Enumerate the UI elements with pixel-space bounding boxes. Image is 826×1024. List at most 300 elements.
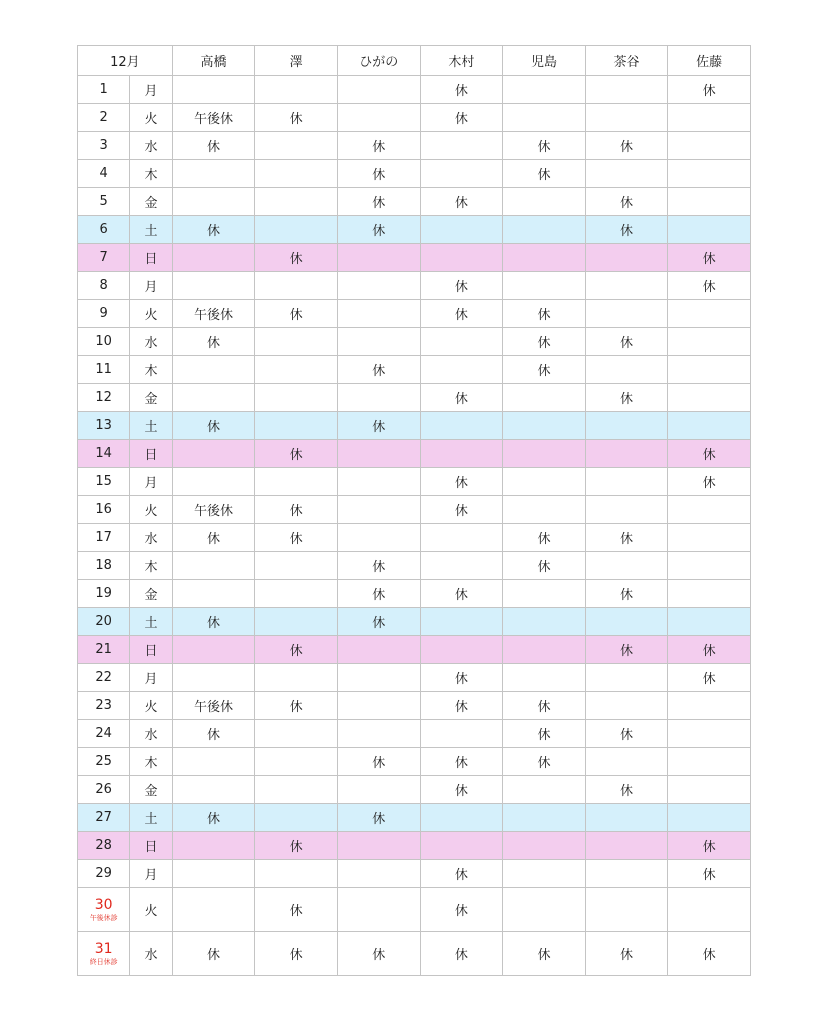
staff-cell: 休	[337, 580, 420, 608]
date-cell: 25	[78, 748, 130, 776]
staff-cell	[668, 132, 751, 160]
day-row	[78, 860, 751, 888]
date-cell: 10	[78, 328, 130, 356]
staff-cell: 休	[255, 636, 338, 664]
day-row	[78, 468, 751, 496]
staff-cell	[337, 636, 420, 664]
closure-note: 終日休診	[89, 957, 118, 966]
staff-cell	[585, 272, 668, 300]
staff-cell: 休	[668, 468, 751, 496]
staff-cell	[337, 384, 420, 412]
staff-cell: 休	[337, 356, 420, 384]
staff-cell	[585, 692, 668, 720]
staff-cell: 休	[420, 664, 503, 692]
staff-cell: 休	[420, 468, 503, 496]
staff-cell	[255, 412, 338, 440]
weekday-cell: 水	[130, 720, 172, 748]
day-row	[78, 356, 751, 384]
staff-cell	[255, 552, 338, 580]
date-cell: 9	[78, 300, 130, 328]
day-row	[78, 832, 751, 860]
staff-cell	[585, 496, 668, 524]
date-cell: 28	[78, 832, 130, 860]
staff-cell	[420, 328, 503, 356]
staff-cell	[337, 664, 420, 692]
staff-cell	[255, 384, 338, 412]
staff-cell	[420, 132, 503, 160]
day-row	[78, 496, 751, 524]
staff-cell: 休	[172, 804, 255, 832]
staff-cell: 休	[420, 692, 503, 720]
staff-cell	[255, 804, 338, 832]
staff-cell	[668, 300, 751, 328]
staff-cell: 休	[255, 832, 338, 860]
weekday-cell: 水	[130, 132, 172, 160]
staff-cell	[668, 216, 751, 244]
staff-cell	[337, 692, 420, 720]
staff-cell	[255, 328, 338, 356]
day-row	[78, 384, 751, 412]
staff-cell	[585, 244, 668, 272]
staff-cell: 休	[172, 524, 255, 552]
staff-cell: 休	[172, 608, 255, 636]
staff-cell	[503, 272, 586, 300]
staff-cell	[172, 384, 255, 412]
staff-cell: 午後休	[172, 692, 255, 720]
staff-cell	[420, 552, 503, 580]
staff-cell	[585, 832, 668, 860]
staff-cell	[255, 664, 338, 692]
staff-cell: 休	[255, 104, 338, 132]
staff-cell	[420, 524, 503, 552]
schedule-body	[78, 76, 751, 976]
staff-cell	[668, 720, 751, 748]
day-row	[78, 748, 751, 776]
day-row	[78, 804, 751, 832]
staff-cell	[668, 496, 751, 524]
staff-cell	[503, 608, 586, 636]
weekday-cell: 金	[130, 384, 172, 412]
staff-cell	[172, 888, 255, 932]
staff-cell	[503, 804, 586, 832]
staff-cell	[668, 384, 751, 412]
weekday-cell: 火	[130, 300, 172, 328]
staff-cell	[503, 776, 586, 804]
staff-cell	[668, 412, 751, 440]
weekday-cell: 月	[130, 468, 172, 496]
staff-cell: 休	[255, 932, 338, 976]
staff-cell: 休	[255, 440, 338, 468]
staff-cell	[337, 720, 420, 748]
staff-cell	[255, 188, 338, 216]
day-row	[78, 524, 751, 552]
weekday-cell: 木	[130, 160, 172, 188]
date-cell: 3	[78, 132, 130, 160]
closure-note: 午後休診	[89, 913, 118, 922]
date-cell: 19	[78, 580, 130, 608]
staff-cell	[420, 356, 503, 384]
weekday-cell: 日	[130, 636, 172, 664]
day-row	[78, 580, 751, 608]
date-cell: 20	[78, 608, 130, 636]
staff-cell: 休	[668, 272, 751, 300]
staff-cell	[337, 832, 420, 860]
staff-cell	[585, 300, 668, 328]
staff-cell	[420, 608, 503, 636]
staff-cell	[337, 328, 420, 356]
staff-cell	[503, 104, 586, 132]
staff-cell: 休	[337, 132, 420, 160]
date-cell: 23	[78, 692, 130, 720]
date-cell: 17	[78, 524, 130, 552]
staff-cell	[337, 468, 420, 496]
staff-cell: 休	[420, 300, 503, 328]
staff-cell	[503, 832, 586, 860]
staff-cell	[503, 412, 586, 440]
staff-cell	[503, 76, 586, 104]
staff-cell	[420, 440, 503, 468]
staff-cell	[668, 188, 751, 216]
staff-cell	[337, 524, 420, 552]
weekday-cell: 金	[130, 776, 172, 804]
day-row	[78, 76, 751, 104]
staff-cell	[503, 188, 586, 216]
staff-cell	[255, 356, 338, 384]
staff-cell: 休	[255, 244, 338, 272]
staff-cell: 休	[585, 216, 668, 244]
staff-cell	[420, 160, 503, 188]
staff-cell: 休	[337, 552, 420, 580]
staff-cell	[668, 524, 751, 552]
weekday-cell: 木	[130, 356, 172, 384]
staff-cell	[503, 580, 586, 608]
staff-cell: 休	[503, 692, 586, 720]
staff-cell: 休	[420, 748, 503, 776]
staff-cell	[668, 888, 751, 932]
staff-cell	[585, 356, 668, 384]
holiday-schedule-table	[77, 45, 751, 976]
staff-cell	[420, 244, 503, 272]
staff-cell: 休	[420, 496, 503, 524]
day-row	[78, 932, 751, 976]
day-row	[78, 272, 751, 300]
weekday-cell: 土	[130, 216, 172, 244]
staff-cell	[172, 552, 255, 580]
weekday-cell: 日	[130, 244, 172, 272]
date-cell	[78, 932, 130, 976]
staff-cell	[172, 832, 255, 860]
staff-cell	[337, 300, 420, 328]
staff-cell	[503, 468, 586, 496]
staff-cell	[585, 888, 668, 932]
staff-cell	[585, 76, 668, 104]
staff-cell	[420, 636, 503, 664]
staff-cell: 休	[172, 720, 255, 748]
staff-cell	[585, 552, 668, 580]
date-cell: 27	[78, 804, 130, 832]
staff-cell: 休	[172, 328, 255, 356]
staff-cell: 休	[420, 188, 503, 216]
staff-cell: 午後休	[172, 496, 255, 524]
staff-cell	[172, 748, 255, 776]
day-row	[78, 552, 751, 580]
staff-cell	[585, 748, 668, 776]
staff-cell: 休	[420, 888, 503, 932]
staff-cell: 休	[503, 328, 586, 356]
date-cell: 11	[78, 356, 130, 384]
staff-cell	[585, 104, 668, 132]
staff-cell: 休	[585, 932, 668, 976]
day-row	[78, 440, 751, 468]
staff-cell: 休	[585, 720, 668, 748]
staff-cell	[503, 384, 586, 412]
staff-cell	[255, 160, 338, 188]
staff-cell: 休	[668, 244, 751, 272]
day-row	[78, 692, 751, 720]
date-cell: 6	[78, 216, 130, 244]
staff-cell	[255, 608, 338, 636]
staff-cell: 休	[172, 932, 255, 976]
staff-cell: 休	[585, 188, 668, 216]
date-cell: 7	[78, 244, 130, 272]
date-cell: 22	[78, 664, 130, 692]
staff-cell	[668, 552, 751, 580]
staff-cell	[337, 272, 420, 300]
day-row	[78, 608, 751, 636]
staff-cell	[255, 216, 338, 244]
staff-cell	[337, 860, 420, 888]
date-cell: 12	[78, 384, 130, 412]
staff-cell	[337, 496, 420, 524]
staff-cell: 休	[255, 496, 338, 524]
staff-cell	[668, 356, 751, 384]
staff-cell	[668, 748, 751, 776]
staff-cell	[420, 412, 503, 440]
staff-cell	[172, 776, 255, 804]
day-row	[78, 636, 751, 664]
staff-cell	[585, 804, 668, 832]
date-cell: 18	[78, 552, 130, 580]
staff-cell	[172, 356, 255, 384]
staff-cell	[668, 804, 751, 832]
weekday-cell: 木	[130, 748, 172, 776]
staff-cell	[503, 440, 586, 468]
staff-cell	[172, 468, 255, 496]
staff-header: 茶谷	[585, 46, 668, 76]
weekday-cell: 水	[130, 328, 172, 356]
staff-cell: 休	[503, 160, 586, 188]
staff-cell: 休	[337, 804, 420, 832]
header-row	[78, 46, 751, 76]
weekday-cell: 水	[130, 932, 172, 976]
staff-cell	[255, 468, 338, 496]
weekday-cell: 月	[130, 272, 172, 300]
staff-header: 高橋	[172, 46, 255, 76]
staff-cell: 休	[255, 300, 338, 328]
staff-cell: 休	[585, 132, 668, 160]
day-row	[78, 216, 751, 244]
day-row	[78, 328, 751, 356]
staff-cell	[255, 272, 338, 300]
staff-cell: 休	[668, 636, 751, 664]
staff-cell: 休	[668, 664, 751, 692]
staff-cell: 休	[337, 160, 420, 188]
weekday-cell: 火	[130, 496, 172, 524]
staff-cell	[255, 76, 338, 104]
staff-cell	[337, 104, 420, 132]
staff-header: ひがの	[337, 46, 420, 76]
staff-cell	[255, 580, 338, 608]
staff-cell	[668, 776, 751, 804]
date-number: 31	[94, 940, 113, 957]
staff-cell: 休	[420, 76, 503, 104]
month-header: 12月	[78, 46, 173, 76]
weekday-cell: 月	[130, 664, 172, 692]
date-cell: 21	[78, 636, 130, 664]
staff-cell	[337, 244, 420, 272]
staff-cell: 休	[668, 860, 751, 888]
staff-cell: 休	[668, 440, 751, 468]
day-row	[78, 412, 751, 440]
staff-cell: 休	[337, 412, 420, 440]
staff-cell	[172, 860, 255, 888]
staff-cell: 午後休	[172, 104, 255, 132]
date-number: 30	[94, 896, 113, 913]
staff-cell	[420, 804, 503, 832]
date-cell: 16	[78, 496, 130, 524]
staff-cell	[585, 860, 668, 888]
staff-cell: 休	[420, 384, 503, 412]
weekday-cell: 金	[130, 188, 172, 216]
staff-cell: 休	[503, 932, 586, 976]
weekday-cell: 火	[130, 888, 172, 932]
staff-cell	[503, 636, 586, 664]
staff-cell	[172, 76, 255, 104]
date-cell: 24	[78, 720, 130, 748]
staff-cell: 休	[503, 356, 586, 384]
staff-cell: 休	[337, 188, 420, 216]
staff-cell	[503, 664, 586, 692]
staff-cell: 休	[668, 932, 751, 976]
weekday-cell: 木	[130, 552, 172, 580]
day-row	[78, 664, 751, 692]
staff-cell: 休	[172, 132, 255, 160]
staff-cell	[255, 720, 338, 748]
weekday-cell: 月	[130, 76, 172, 104]
staff-cell: 休	[420, 932, 503, 976]
staff-cell: 休	[420, 580, 503, 608]
staff-cell: 休	[172, 412, 255, 440]
staff-cell	[337, 888, 420, 932]
date-cell: 13	[78, 412, 130, 440]
staff-cell: 休	[255, 524, 338, 552]
staff-cell	[255, 776, 338, 804]
staff-cell	[585, 160, 668, 188]
staff-cell	[668, 160, 751, 188]
staff-cell: 休	[585, 328, 668, 356]
day-row	[78, 720, 751, 748]
staff-cell: 休	[503, 524, 586, 552]
weekday-cell: 火	[130, 104, 172, 132]
staff-cell	[668, 608, 751, 636]
date-cell: 8	[78, 272, 130, 300]
staff-cell	[668, 104, 751, 132]
staff-cell: 休	[585, 636, 668, 664]
staff-cell	[420, 720, 503, 748]
weekday-cell: 金	[130, 580, 172, 608]
staff-cell: 休	[337, 748, 420, 776]
staff-header: 木村	[420, 46, 503, 76]
staff-cell	[172, 440, 255, 468]
day-row	[78, 300, 751, 328]
staff-cell	[172, 160, 255, 188]
staff-cell: 休	[420, 860, 503, 888]
staff-cell: 休	[585, 384, 668, 412]
staff-header: 佐藤	[668, 46, 751, 76]
staff-cell	[420, 216, 503, 244]
staff-cell: 休	[337, 216, 420, 244]
date-cell: 26	[78, 776, 130, 804]
staff-cell	[172, 244, 255, 272]
staff-cell: 休	[255, 888, 338, 932]
staff-cell	[503, 216, 586, 244]
day-row	[78, 104, 751, 132]
staff-cell	[503, 888, 586, 932]
date-cell: 29	[78, 860, 130, 888]
date-cell: 2	[78, 104, 130, 132]
staff-cell	[255, 132, 338, 160]
weekday-cell: 日	[130, 832, 172, 860]
weekday-cell: 土	[130, 608, 172, 636]
date-cell: 5	[78, 188, 130, 216]
weekday-cell: 土	[130, 804, 172, 832]
day-row	[78, 776, 751, 804]
staff-header: 児島	[503, 46, 586, 76]
day-row	[78, 160, 751, 188]
staff-cell	[503, 244, 586, 272]
staff-cell	[585, 412, 668, 440]
staff-cell: 休	[420, 272, 503, 300]
staff-cell: 休	[420, 776, 503, 804]
staff-cell: 休	[337, 932, 420, 976]
weekday-cell: 月	[130, 860, 172, 888]
staff-cell	[503, 496, 586, 524]
staff-cell	[255, 860, 338, 888]
weekday-cell: 土	[130, 412, 172, 440]
date-cell: 1	[78, 76, 130, 104]
date-cell: 4	[78, 160, 130, 188]
staff-cell: 休	[420, 104, 503, 132]
date-cell	[78, 888, 130, 932]
staff-cell	[172, 188, 255, 216]
staff-cell: 休	[585, 776, 668, 804]
staff-cell	[172, 636, 255, 664]
staff-cell: 休	[255, 692, 338, 720]
staff-cell	[337, 76, 420, 104]
staff-cell	[255, 748, 338, 776]
staff-cell	[668, 692, 751, 720]
staff-cell: 休	[503, 720, 586, 748]
staff-header: 澤	[255, 46, 338, 76]
staff-cell: 休	[503, 132, 586, 160]
staff-cell	[585, 608, 668, 636]
staff-cell	[585, 440, 668, 468]
staff-cell: 休	[503, 300, 586, 328]
staff-cell: 休	[668, 832, 751, 860]
weekday-cell: 日	[130, 440, 172, 468]
staff-cell: 休	[668, 76, 751, 104]
staff-cell	[337, 440, 420, 468]
